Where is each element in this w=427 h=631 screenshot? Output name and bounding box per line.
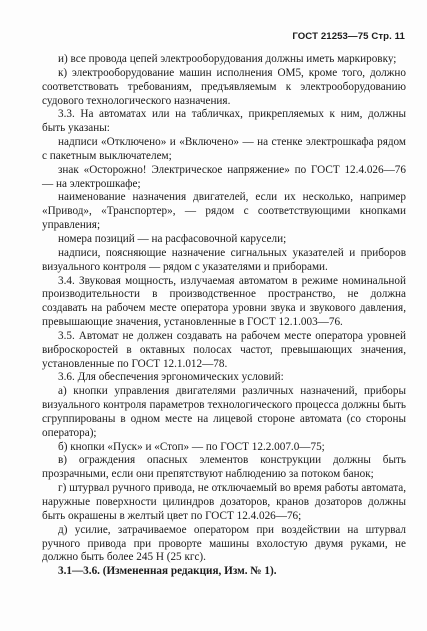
amendment-note: 3.1—3.6. (Измененная редакция, Изм. № 1). <box>58 565 277 578</box>
paragraph-switch-labels: надписи «Отключено» и «Включено» — на стенке электрошкафа рядом с пакетным выключателем; <box>42 136 406 162</box>
paragraph-3-6: 3.6. Для обеспечения эргономических условий: <box>58 371 284 384</box>
paragraph-v: в) ограждения опасных элементов конструкции должны быть прозрачными, если они препятствуют наблюдению за потоком банок; <box>42 454 406 481</box>
paragraph-i: и) все провода цепей электрооборудования должны иметь маркировку; <box>58 53 397 65</box>
page-header: ГОСТ 21253—75 Стр. 11 <box>292 31 405 42</box>
paragraph-k: к) электрооборудование машин исполнения ОМ5, кроме того, должно соответствовать требованиям, предъявляемым к электрооборудованию судового технологического назначения. <box>42 66 406 107</box>
paragraph-indicator-labels: надписи, поясняющие назначение сигнальных указателей и приборов визуального контроля — рядом с указателями и приборами. <box>42 246 406 273</box>
paragraph-a: а) кнопки управления двигателями различных назначений, приборы визуального контроля параметров технологического процесса должны быть сгруппированы в одном месте на лицевой стороне автомата (со стороны оператора); <box>42 385 406 439</box>
paragraph-g: г) штурвал ручного привода, не отключаемый во время работы автомата, наружные поверхности цилиндров дозаторов, кранов дозаторов должны быть окрашены в желтый цвет по ГОСТ 12.4.026—76; <box>42 482 406 522</box>
paragraph-3-4: 3.4. Звуковая мощность, излучаемая автоматом в режиме номинальной производительности в производственное пространство, не должна создавать на рабочем месте оператора уровни звука и звукового давления, превышающие значения, установленные в ГОСТ 12.1.003—76. <box>42 274 406 329</box>
paragraph-b: б) кнопки «Пуск» и «Стоп» — по ГОСТ 12.2.007.0—75; <box>58 440 325 453</box>
paragraph-position-numbers: номера позиций — на расфасовочной карусели; <box>58 232 287 245</box>
paragraph-motor-names: наименование назначения двигателей, если их несколько, например «Привод», «Транспортер», — рядом с соответствующими кнопками управления; <box>42 191 406 232</box>
document-body <box>42 53 406 579</box>
paragraph-3-3: 3.3. На автоматах или на табличках, прикрепляемых к ним, должны быть указаны: <box>42 108 406 135</box>
paragraph-3-5: 3.5. Автомат не должен создавать на рабочем месте оператора уровней виброскоростей в октавных полосах частот, превышающих значения, установленные по ГОСТ 12.1.012—78. <box>42 329 406 370</box>
paragraph-d: д) усилие, затрачиваемое оператором при воздействии на штурвал ручного привода при проворте машины вхолостую двумя руками, не должно быть более 245 Н (25 кгс). <box>42 523 406 564</box>
paragraph-warning-sign: знак «Осторожно! Электрическое напряжение» по ГОСТ 12.4.026—76 — на электрошкафе; <box>42 163 406 190</box>
